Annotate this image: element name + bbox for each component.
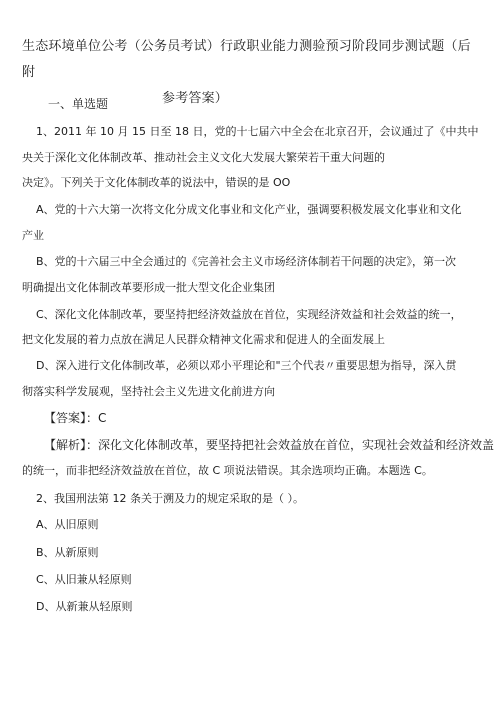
section-heading: 一、单选题 <box>48 97 109 111</box>
q2-option-a: A、从旧原则 <box>36 518 99 531</box>
q1-option-a-line-1: A、党的十六大第一次将文化分成文化事业和文化产业，强调要积极发展文化事业和文化 <box>36 203 462 216</box>
q1-option-d-line-1: D、深入进行文化体制改革，必须以邓小平理论和"三个代表〃重要思想为指导，深入贯 <box>36 359 457 372</box>
q1-option-b-line-2: 明确提出文化体制改革要形成一批大型文化企业集团 <box>22 281 275 294</box>
q1-stem-line-1: 1、2011 年 10 月 15 日至 18 日，党的十七届六中全会在北京召开，会议通过了《中共中 <box>36 125 479 138</box>
title-line-1: 生态环境单位公考（公务员考试）行政职业能力测验预习阶段同步测试题（后附 <box>22 39 471 80</box>
q1-option-b-line-1: B、党的十六届三中全会通过的《完善社会主义市场经济体制若干问题的决定》，第一次 <box>36 255 457 268</box>
q2-option-b: B、从新原则 <box>36 546 99 559</box>
q1-stem-line-2: 央关于深化文化体制改革、推动社会主义文化大发展大繁荣若干重大问题的 <box>22 151 385 164</box>
q2-option-c: C、从旧兼从轻原则 <box>36 573 132 586</box>
q1-stem-line-3: 决定》。下列关于文化体制改革的说法中，错误的是 OO <box>22 176 291 189</box>
title-line-2: 参考答案） <box>162 91 229 106</box>
q1-answer: 【答案】：C <box>44 411 107 425</box>
q1-option-a-line-2: 产业 <box>22 229 44 242</box>
q2-stem: 2、我国刑法第 12 条关于溯及力的规定采取的是（ ）。 <box>36 492 304 505</box>
q1-option-c-line-2: 把文化发展的着力点放在满足人民群众精神文化需求和促进人的全面发展上 <box>22 333 385 346</box>
q2-option-d: D、从新兼从轻原则 <box>36 600 133 613</box>
q1-option-c-line-1: C、深化文化体制改革，要坚持把经济效益放在首位，实现经济效益和社会效益的统一， <box>36 308 462 321</box>
q1-analysis-line-1: 【解析】：深化文化体制改革，要坚持把社会效益放在首位，实现社会效益和经济效盖 <box>44 438 495 452</box>
q1-option-d-line-2: 彻落实科学发展观，坚持社会主义先进文化前进方向 <box>22 385 275 398</box>
q1-analysis-line-2: 的统一，而非把经济效益放在首位，故 C 项说法错误。其余选项均正确。本题选 C。 <box>22 464 433 477</box>
